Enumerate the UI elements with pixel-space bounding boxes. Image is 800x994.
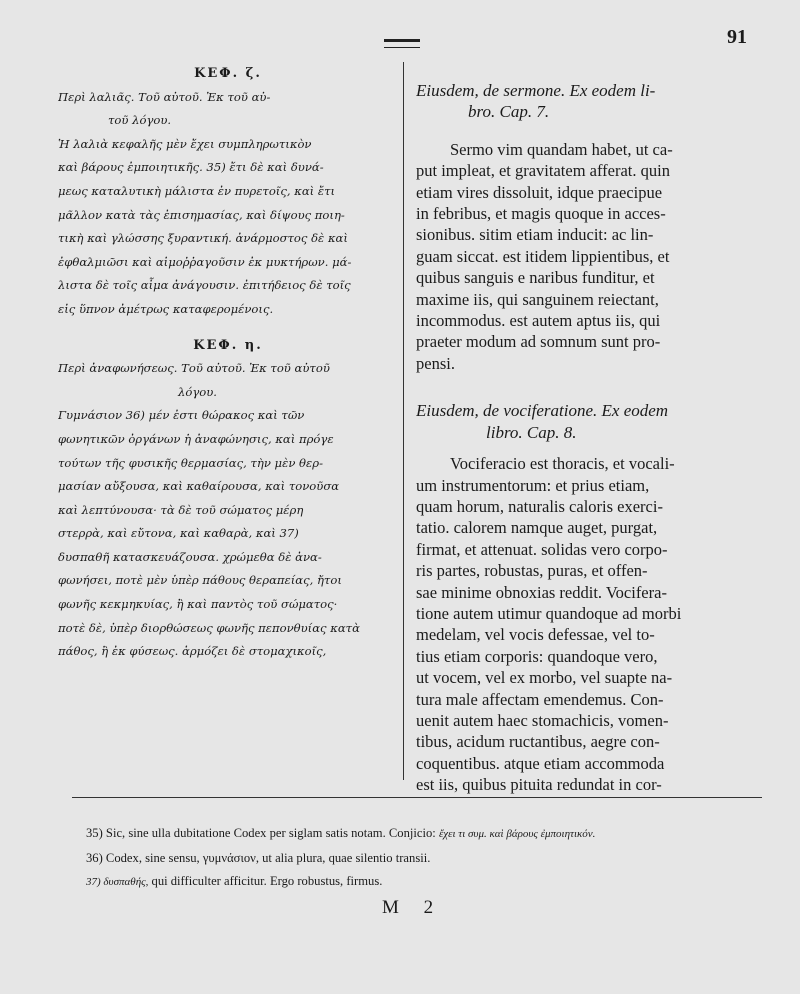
greek-body2-line: φωνῆς κεκμηκυίας, ἢ καὶ παντὸς τοῦ σώματος· xyxy=(58,597,338,612)
greek-heading-line: τοῦ λόγου. xyxy=(108,113,172,128)
header-ornament xyxy=(384,39,420,48)
latin-body-line: put impleat, et gravitatem afferat. quin xyxy=(416,161,670,181)
latin-body2-line: coquentibus. atque etiam accommoda xyxy=(416,753,665,773)
latin-body-line: maxime iis, qui sanguinem reiectant, xyxy=(416,289,659,309)
greek-body2-line: δυσπαθῆ κατασκευάζουσα. χρώμεθα δὲ ἀνα- xyxy=(58,549,322,564)
latin-body-line: sionibus. sitim etiam inducit: ac lin- xyxy=(416,225,654,245)
greek-body-line: ἐφθαλμιῶσι καὶ αἱμοῤῥαγοῦσιν ἐκ μυκτήρων. μά- xyxy=(58,254,352,269)
latin-body2-line: firmat, et attenuat. solidas vero corpo- xyxy=(416,539,668,559)
latin-heading-line: bro. Cap. 7. xyxy=(468,102,550,122)
latin-body2-line: est iis, quibus pituita redundat in cor- xyxy=(416,775,662,795)
column-divider xyxy=(403,62,404,780)
latin-body2-line: ris partes, robustas, puras, et offen- xyxy=(416,561,648,581)
greek-body-line: μᾶλλον κατὰ τὰς ἐπισημασίας, καὶ δίψους ποιη- xyxy=(58,207,345,222)
latin-body2-line: quam horum, naturalis caloris exerci- xyxy=(416,496,663,516)
footnotes xyxy=(86,822,766,895)
greek-body2-line: στερρὰ, καὶ εὔτονα, καὶ καθαρὰ, καὶ 37) xyxy=(58,526,299,541)
greek-body-line: καὶ βάρους ἐμποιητικῆς. 35) ἔτι δὲ καὶ δυνά- xyxy=(58,160,324,175)
latin-body2-line: tibus, acidum ructantibus, aegre con- xyxy=(416,732,660,752)
latin-body2-line: ut vocem, vel ex morbo, vel suapte na- xyxy=(416,668,673,688)
latin-body2-line: tatio. calorem namque auget, purgat, xyxy=(416,518,658,538)
latin-heading2-line: Eiusdem, de vociferatione. Ex eodem xyxy=(416,401,669,421)
footnote-36-text: 36) Codex, sine sensu, γυμνάσιον, ut alia plura, quae silentio transii. xyxy=(86,850,431,865)
footnote-35-text: 35) Sic, sine ulla dubitatione Codex per siglam satis notam. Conjicio: xyxy=(86,826,436,840)
footnote-rule xyxy=(72,797,762,798)
greek-heading2-line: Περὶ ἀναφωνήσεως. Τοῦ αὐτοῦ. Ἐκ τοῦ αὐτοῦ xyxy=(58,361,330,376)
greek-body2-line: ποτὲ δὲ, ὑπὲρ διορθώσεως φωνῆς πεπονθυίας κατὰ xyxy=(58,620,360,635)
latin-body-line: etiam vires dissoluit, idque praecipue xyxy=(416,182,663,202)
latin-body-line: quibus sanguis e naribus funditur, et xyxy=(416,268,655,288)
greek-body2-line: τούτων τῆς φυσικῆς θερμασίας, τὴν μὲν θερ- xyxy=(58,455,323,470)
footnote-37 xyxy=(86,870,766,895)
latin-heading-line: Eiusdem, de sermone. Ex eodem li- xyxy=(416,81,656,100)
greek-body2-line: φωνήσει, ποτὲ μὲν ὑπὲρ πάθους θεραπείας, ἤτοι xyxy=(58,573,342,588)
greek-chapter-title-2: ΚΕΦ. η. xyxy=(193,337,263,353)
latin-body-line: incommodus. est autem aptus iis, qui xyxy=(416,311,661,331)
footnote-37-text: qui difficulter afficitur. Ergo robustus, firmus. xyxy=(151,874,383,888)
latin-body2-line: um instrumentorum: et prius etiam, xyxy=(416,475,650,495)
latin-body-line: guam siccat. est itidem lippientibus, et xyxy=(416,246,670,266)
latin-heading2-line: libro. Cap. 8. xyxy=(486,422,577,442)
latin-body2-line: uenit autem haec stomachicis, vomen- xyxy=(416,710,669,730)
latin-body-line: in febribus, et magis quoque in acces- xyxy=(416,204,666,224)
footnote-35-greek: ἔχει τι συμ. καὶ βάρους ἐμποιητικόν. xyxy=(438,828,596,840)
greek-body-line: Ἡ λαλιὰ κεφαλῆς μὲν ἔχει συμπληρωτικὸν xyxy=(58,136,312,151)
greek-body2-line: Γυμνάσιον 36) μέν ἐστι θώρακος καὶ τῶν xyxy=(58,408,305,423)
greek-body2-line: μασίαν αὔξουσα, καὶ καθαίρουσα, καὶ τονοῦσα xyxy=(58,479,340,494)
greek-body2-line: πάθος, ἢ ἐκ φύσεως. ἁρμόζει δὲ στομαχικοῖς, xyxy=(58,644,327,659)
greek-body-line: τικὴ καὶ γλώσσης ξυραντική. ἀνάρμοστος δὲ καὶ xyxy=(58,231,348,246)
footnote-36 xyxy=(86,847,766,871)
greek-column xyxy=(58,62,398,664)
greek-body2-line: φωνητικῶν ὀργάνων ἡ ἀναφώνησις, καὶ πρόγε xyxy=(58,431,334,446)
greek-body-line: εἰς ὕπνον ἀμέτρως καταφερομένοις. xyxy=(58,301,274,316)
greek-body-line: λιστα δὲ τοῖς αἷμα ἀνάγουσιν. ἐπιτήδειος δὲ τοῖς xyxy=(58,278,351,293)
latin-body2-line: tius etiam corporis: quandoque vero, xyxy=(416,646,658,666)
page-number: 91 xyxy=(727,26,747,48)
footnote-35 xyxy=(86,822,766,847)
latin-body2-line: tura male affectam emendemus. Con- xyxy=(416,689,664,709)
latin-body-line: praeter modum ad somnum sunt pro- xyxy=(416,332,661,352)
greek-heading2-line: λόγου. xyxy=(178,384,217,399)
latin-body2-line: tione autem utimur quandoque ad morbi xyxy=(416,603,682,623)
signature-mark: M 2 xyxy=(382,897,444,918)
footnote-37-greek: 37) δυσπαθής, xyxy=(86,876,149,888)
latin-body-line: pensi. xyxy=(416,353,455,373)
latin-body2-line: Vociferacio est thoracis, et vocali- xyxy=(450,454,675,474)
greek-chapter-title: ΚΕΦ. ζ. xyxy=(194,66,262,81)
latin-body2-line: sae minime obnoxias reddit. Vocifera- xyxy=(416,582,667,602)
greek-heading-line: Περὶ λαλιᾶς. Τοῦ αὐτοῦ. Ἐκ τοῦ αὐ- xyxy=(58,89,271,104)
latin-body2-line: medelam, vel vocis defessae, vel to- xyxy=(416,625,655,645)
greek-body2-line: καὶ λεπτύνουσα· τὰ δὲ τοῦ σώματος μέρη xyxy=(58,502,304,517)
latin-body-line: Sermo vim quandam habet, ut ca- xyxy=(450,139,673,159)
greek-body-line: μεως καταλυτικὴ μάλιστα ἐν πυρετοῖς, καὶ ἔτι xyxy=(58,183,336,198)
latin-column xyxy=(416,80,756,796)
